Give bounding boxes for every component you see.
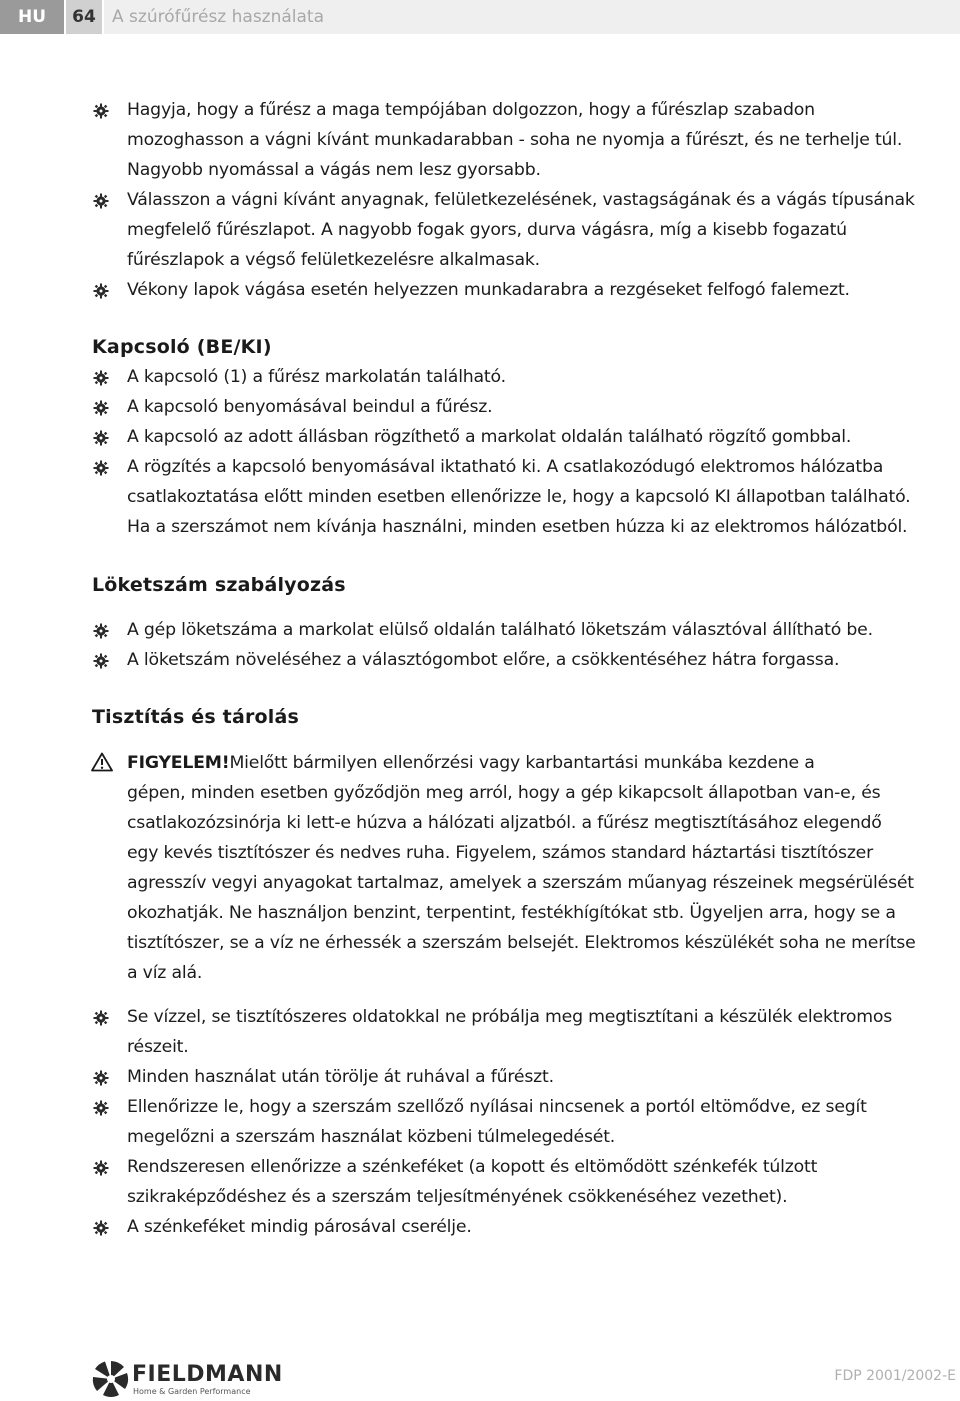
list-item-line: megfelelő fűrészlapot. A nagyobb fogak gyors, durva vágásra, míg a kisebb fogazatú [127, 220, 847, 240]
list-item-line: A kapcsoló az adott állásban rögzíthető a markolat oldalán található rögzítő gombbal. [127, 427, 852, 447]
list-item-line: részeit. [127, 1037, 189, 1057]
list-item-line: fűrészlapok a végső felületkezelésre alkalmasak. [127, 250, 540, 270]
list-item [0, 1002, 960, 1062]
list-item-line: Rendszeresen ellenőrizze a szénkeféket (a kopott és eltömődött szénkefék túlzott [127, 1157, 818, 1177]
list-item-line: A rögzítés a kapcsoló benyomásával iktatható ki. A csatlakozódugó elektromos hálózatba [127, 457, 884, 477]
list-item-line: A kapcsoló benyomásával beindul a fűrész. [127, 397, 493, 417]
list-item-line: mozoghasson a vágni kívánt munkadarabban - soha ne nyomja a fűrészt, és ne terhelje túl. [127, 130, 903, 150]
switch-list [0, 362, 960, 542]
list-item-line: Ellenőrizze le, hogy a szerszám szellőző nyílásai nincsenek a portól eltömődve, ez segít [127, 1097, 867, 1117]
saw-bullet-icon [93, 370, 109, 386]
list-item-line: A szénkeféket mindig párosával cserélje. [127, 1217, 472, 1237]
list-item-line: Válasszon a vágni kívánt anyagnak, felületkezelésének, vastagságának és a vágás típusának [127, 190, 915, 210]
list-item-line: A kapcsoló (1) a fűrész markolatán található. [127, 367, 506, 387]
saw-bullet-icon [93, 1070, 109, 1086]
stroke-list [0, 615, 960, 675]
warning-text-line: a víz alá. [127, 963, 203, 983]
list-item [0, 1092, 960, 1152]
saw-bullet-icon [93, 1160, 109, 1176]
warning-triangle-icon [91, 752, 113, 772]
saw-bullet-icon [93, 623, 109, 639]
warning-text-line [0, 748, 960, 778]
saw-bullet-icon [93, 103, 109, 119]
saw-bullet-icon [93, 430, 109, 446]
brand-name: FIELDMANN [132, 1362, 283, 1387]
warning-label: FIGYELEM! [127, 753, 230, 773]
saw-bullet-icon [93, 653, 109, 669]
list-item [0, 275, 960, 305]
list-item-line: megelőzni a szerszám használat közbeni túlmelegedését. [127, 1127, 616, 1147]
list-item [0, 185, 960, 275]
fieldmann-logo-icon [91, 1359, 131, 1399]
list-item-line: csatlakoztatása előtt minden esetben ellenőrizze le, hogy a kapcsoló KI állapotban található. [127, 487, 911, 507]
list-item [0, 1212, 960, 1242]
list-item [0, 645, 960, 675]
list-item-line: Vékony lapok vágása esetén helyezzen munkadarabra a rezgéseket felfogó falemezt. [127, 280, 850, 300]
saw-bullet-icon [93, 1220, 109, 1236]
saw-bullet-icon [93, 460, 109, 476]
saw-bullet-icon [93, 1010, 109, 1026]
list-item [0, 422, 960, 452]
warning-text-line: agresszív vegyi anyagokat tartalmaz, amelyek a szerszám műanyag részeinek megsérülését [127, 873, 914, 893]
language-tab: HU [0, 0, 64, 34]
list-item [0, 452, 960, 542]
warning-text-line: egy kevés tisztítószer és nedves ruha. Figyelem, számos standard háztartási tisztítószer [127, 843, 874, 863]
list-item [0, 392, 960, 422]
intro-list [0, 95, 960, 305]
list-item-line: Minden használat után törölje át ruhával a fűrészt. [127, 1067, 554, 1087]
warning-block [0, 748, 960, 988]
page-number: 64 [66, 0, 102, 34]
heading-stroke: Löketszám szabályozás [92, 574, 346, 596]
saw-bullet-icon [93, 400, 109, 416]
warning-text-line: gépen, minden esetben győződjön meg arról, hogy a gép kikapcsolt állapotban van-e, és [127, 783, 881, 803]
list-item [0, 95, 960, 185]
list-item [0, 615, 960, 645]
saw-bullet-icon [93, 193, 109, 209]
list-item-line: Hagyja, hogy a fűrész a maga tempójában dolgozzon, hogy a fűrészlap szabadon [127, 100, 815, 120]
list-item [0, 1152, 960, 1212]
cleaning-list [0, 1002, 960, 1242]
list-item [0, 362, 960, 392]
warning-text-line: tisztítószer, se a víz ne érhessék a szerszám belsejét. Elektromos készülékét soha ne merítse [127, 933, 916, 953]
list-item-line: szikraképződéshez és a szerszám teljesítményének csökkenéséhez vezethet). [127, 1187, 788, 1207]
page-title: A szúrófűrész használata [104, 0, 960, 34]
list-item-line: A löketszám növeléséhez a választógombot előre, a csökkentéséhez hátra forgassa. [127, 650, 840, 670]
saw-bullet-icon [93, 283, 109, 299]
list-item-line: Nagyobb nyomással a vágás nem lesz gyorsabb. [127, 160, 541, 180]
warning-text-line: csatlakozózsinórja ki lett-e húzva a hálózati aljzatból. a fűrész megtisztításához elegendő [127, 813, 882, 833]
model-number: FDP 2001/2002-E [834, 1368, 956, 1384]
warning-text: Mielőtt bármilyen ellenőrzési vagy karbantartási munkába kezdene a [229, 753, 815, 773]
page-header [0, 0, 960, 34]
list-item-line: Ha a szerszámot nem kívánja használni, minden esetben húzza ki az elektromos hálózatból. [127, 517, 908, 537]
saw-bullet-icon [93, 1100, 109, 1116]
warning-text-line: okozhatják. Ne használjon benzint, terpentint, festékhígítókat stb. Ügyeljen arra, hogy se a [127, 903, 896, 923]
list-item [0, 1062, 960, 1092]
heading-cleaning: Tisztítás és tárolás [92, 706, 300, 728]
brand-tagline: Home & Garden Performance [133, 1387, 251, 1396]
heading-switch: Kapcsoló (BE/KI) [92, 336, 272, 358]
list-item-line: A gép löketszáma a markolat elülső oldalán található löketszám választóval állítható be. [127, 620, 873, 640]
list-item-line: Se vízzel, se tisztítószeres oldatokkal ne próbálja meg megtisztítani a készülék elektromos [127, 1007, 893, 1027]
